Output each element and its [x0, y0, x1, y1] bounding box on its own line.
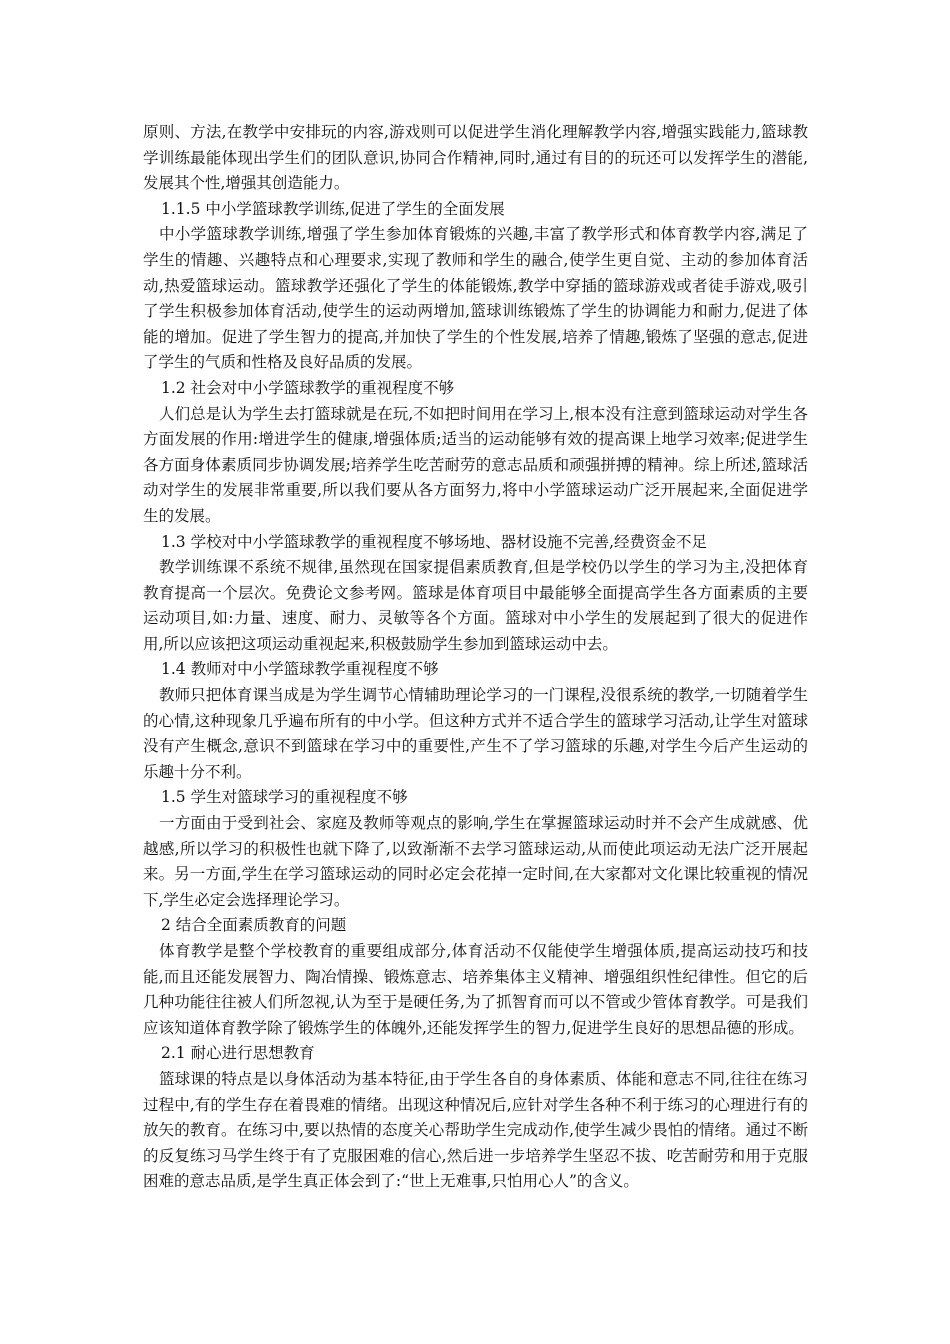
section-heading-1-5: 1.5 学生对篮球学习的重视程度不够	[161, 788, 408, 807]
section-heading-1-3: 1.3 学校对中小学篮球教学的重视程度不够场地、器材设施不完善,经费资金不足	[161, 532, 708, 551]
paragraph-1-4: 教师只把体育课当成是为学生调节心情辅助理论学习的一门课程,没很系统的教学,一切随着学生的心情,这种现象几乎遍布所有的中小学。但这种方式并不适合学生的篮球学习活动,让学生对篮球没有产生概念,意识不到篮球在学习中的重要性,产生不了学习篮球的乐趣,对学生今后产生运动的乐趣十分不利。	[143, 686, 808, 781]
document-body	[143, 120, 808, 1195]
paragraph-1-3: 教学训练课不系统不规律,虽然现在国家提倡素质教育,但是学校仍以学生的学习为主,没把体育教育提高一个层次。免费论文参考网。篮球是体育项目中最能够全面提高学生各方面素质的主要运动项目,如:力量、速度、耐力、灵敏等各个方面。篮球对中小学生的发展起到了很大的促进作用,所以应该把这项运动重视起来,积极鼓励学生参加到篮球运动中去。	[143, 558, 808, 653]
paragraph-1-1-5: 中小学篮球教学训练,增强了学生参加体育锻炼的兴趣,丰富了教学形式和体育教学内容,满足了学生的情趣、兴趣特点和心理要求,实现了教师和学生的融合,使学生更自觉、主动的参加体育活动,热爱篮球运动。篮球教学还强化了学生的体能锻炼,教学中穿插的篮球游戏或者徒手游戏,吸引了学生积极参加体育活动,使学生的运动两增加,篮球训练锻炼了学生的协调能力和耐力,促进了体能的增加。促进了学生智力的提高,并加快了学生的个性发展,培养了情趣,锻炼了坚强的意志,促进了学生的气质和性格及良好品质的发展。	[143, 225, 808, 372]
section-heading-2-1: 2.1 耐心进行思想教育	[161, 1044, 315, 1063]
section-heading-1-1-5: 1.1.5 中小学篮球教学训练,促进了学生的全面发展	[161, 199, 505, 218]
paragraph-continuation: 原则、方法,在教学中安排玩的内容,游戏则可以促进学生消化理解教学内容,增强实践能力,篮球教学训练最能体现出学生们的团队意识,协同合作精神,同时,通过有目的的玩还可以发挥学生的潜能,发展其个性,增强其创造能力。	[143, 123, 808, 193]
section-heading-1-2: 1.2 社会对中小学篮球教学的重视程度不够	[161, 378, 455, 397]
section-heading-1-4: 1.4 教师对中小学篮球教学重视程度不够	[161, 660, 439, 679]
paragraph-1-5: 一方面由于受到社会、家庭及教师等观点的影响,学生在掌握篮球运动时并不会产生成就感、优越感,所以学习的积极性也就下降了,以致渐渐不去学习篮球运动,从而使此项运动无法广泛开展起来。另一方面,学生在学习篮球运动的同时必定会花掉一定时间,在大家都对文化课比较重视的情况下,学生必定会选择理论学习。	[143, 814, 808, 909]
paragraph-2: 体育教学是整个学校教育的重要组成部分,体育活动不仅能使学生增强体质,提高运动技巧和技能,而且还能发展智力、陶冶情操、锻炼意志、培养集体主义精神、增强组织性纪律性。但它的后几种功能往往被人们所忽视,认为至于是硬任务,为了抓智育而可以不管或少管体育教学。可是我们应该知道体育教学除了锻炼学生的体魄外,还能发挥学生的智力,促进学生良好的思想品德的形成。	[143, 942, 808, 1037]
paragraph-1-2: 人们总是认为学生去打篮球就是在玩,不如把时间用在学习上,根本没有注意到篮球运动对学生各方面发展的作用:增进学生的健康,增强体质;适当的运动能够有效的提高课上地学习效率;促进学生各方面身体素质同步协调发展;培养学生吃苦耐劳的意志品质和顽强拼搏的精神。综上所述,篮球活动对学生的发展非常重要,所以我们要从各方面努力,将中小学篮球运动广泛开展起来,全面促进学生的发展。	[143, 404, 808, 525]
paragraph-2-1: 篮球课的特点是以身体活动为基本特征,由于学生各自的身体素质、体能和意志不同,往往在练习过程中,有的学生存在着畏难的情绪。出现这种情况后,应针对学生各种不利于练习的心理进行有的放矢的教育。在练习中,要以热情的态度关心帮助学生完成动作,使学生减少畏怕的情绪。通过不断的反复练习马学生终于有了克服困难的信心,然后进一步培养学生坚忍不拔、吃苦耐劳和用于克服困难的意志品质,是学生真正体会到了:“世上无难事,只怕用心人”的含义。	[143, 1069, 808, 1191]
section-heading-2: 2 结合全面素质教育的问题	[161, 916, 347, 935]
